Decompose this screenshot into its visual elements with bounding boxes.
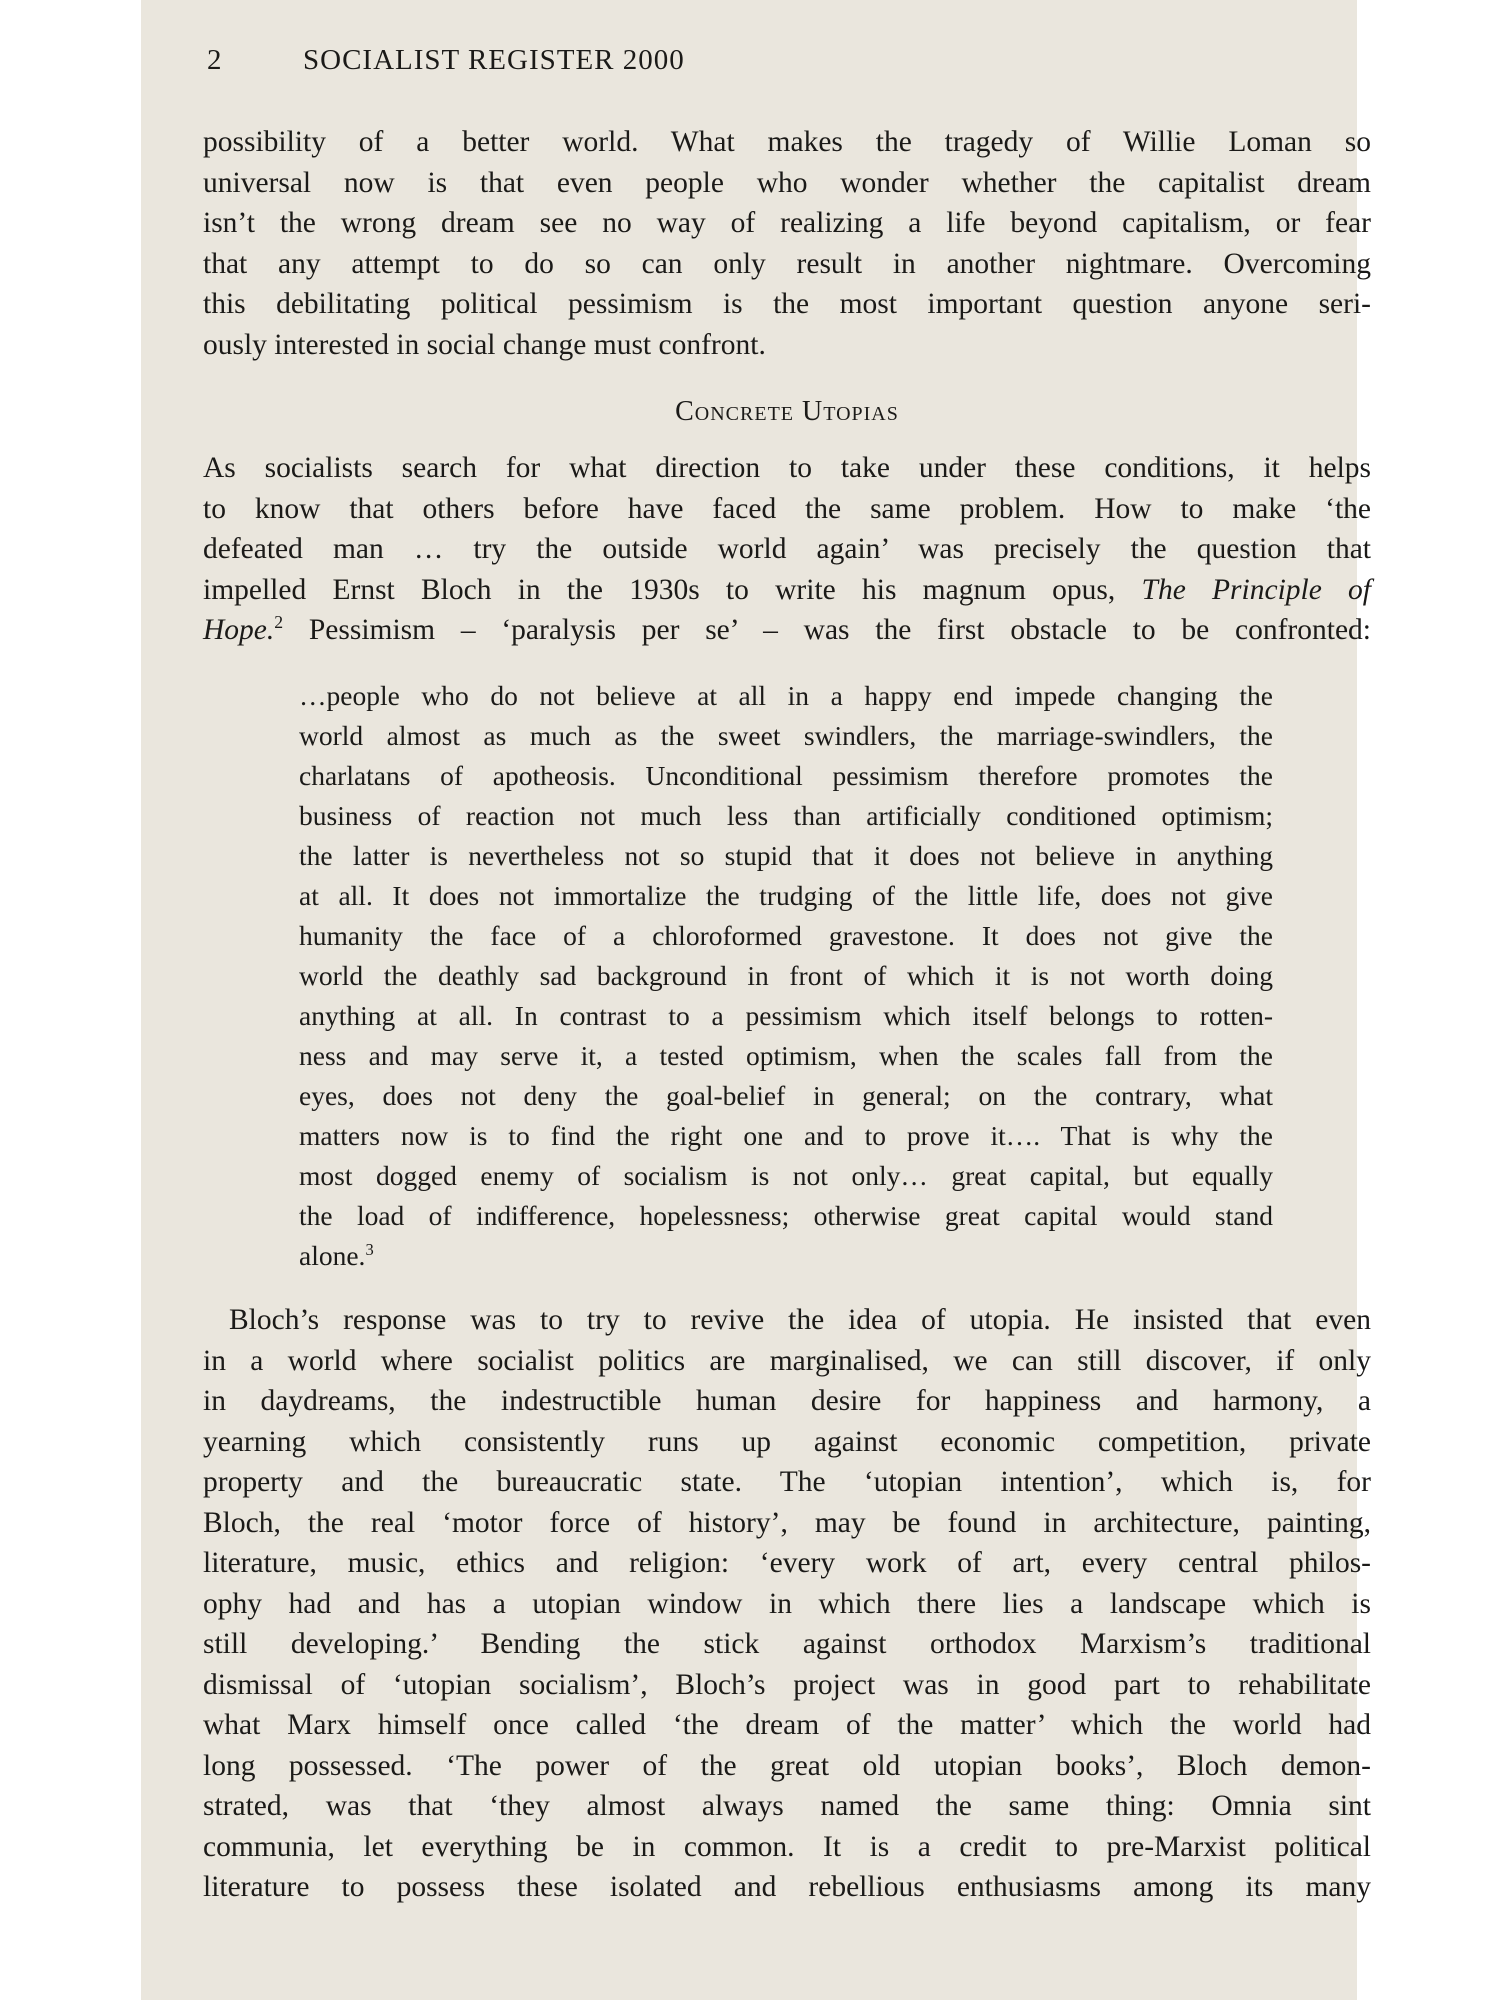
quote-line: most dogged enemy of socialism is not only… great capital, but equally <box>299 1160 1273 1191</box>
text-line: ophy had and has a utopian window in which there lies a landscape which is <box>203 1587 1371 1620</box>
quote-line: world the deathly sad background in front of which it is not worth doing <box>299 960 1273 991</box>
text-line: this debilitating political pessimism is the most important question anyone seri- <box>203 288 1371 320</box>
text-line-with-title <box>203 570 1371 611</box>
text-line: long possessed. ‘The power of the great old utopian books’, Bloch demon- <box>203 1749 1371 1782</box>
running-title: SOCIALIST REGISTER 2000 <box>303 44 685 76</box>
paragraph-3 <box>203 1300 1371 1908</box>
book-page <box>141 0 1372 2000</box>
quote-line: ness and may serve it, a tested optimism, when the scales fall from the <box>299 1040 1273 1071</box>
text-line: communia, let everything be in common. It is a credit to pre-Marxist political <box>203 1830 1371 1863</box>
quote-line: humanity the face of a chloroformed gravestone. It does not give the <box>299 920 1273 951</box>
page-number: 2 <box>207 44 223 76</box>
quote-line: anything at all. In contrast to a pessimism which itself belongs to rotten- <box>299 1000 1273 1031</box>
text-line: As socialists search for what direction to take under these conditions, it helps <box>203 452 1371 484</box>
text-line: to know that others before have faced the same problem. How to make ‘the <box>203 492 1371 525</box>
text-line: strated, was that ‘they almost always named the same thing: Omnia sint <box>203 1790 1371 1822</box>
book-title-cont: Hope. <box>203 614 275 646</box>
text-line: possibility of a better world. What makes the tragedy of Willie Loman so <box>203 126 1371 158</box>
quote-line-last <box>299 1236 1273 1276</box>
quote-line: world almost as much as the sweet swindlers, the marriage-swindlers, the <box>299 720 1273 751</box>
text-line: Bloch, the real ‘motor force of history’, may be found in architecture, painting, <box>203 1506 1371 1539</box>
text-line: ously interested in social change must confront. <box>203 328 766 361</box>
text-segment: Pessimism – ‘paralysis per se’ – was the first obstacle to be confronted: <box>283 614 1371 646</box>
running-header <box>207 44 685 77</box>
book-title: The Principle of <box>1141 573 1372 606</box>
text-line: defeated man … try the outside world again’ was precisely the question that <box>203 533 1371 565</box>
quote-line: matters now is to find the right one and to prove it…. That is why the <box>299 1120 1273 1151</box>
text-line: isn’t the wrong dream see no way of realizing a life beyond capitalism, or fear <box>203 207 1371 239</box>
text-line: that any attempt to do so can only result in another nightmare. Overcoming <box>203 247 1371 280</box>
text-line: still developing.’ Bending the stick against orthodox Marxism’s traditional <box>203 1628 1371 1660</box>
text-line-with-footnote <box>203 610 1371 651</box>
quote-line: the latter is nevertheless not so stupid that it does not believe in anything <box>299 840 1273 871</box>
paragraph-2 <box>203 448 1371 651</box>
text-line: dismissal of ‘utopian socialism’, Bloch’s project was in good part to rehabilitate <box>203 1668 1371 1701</box>
text-line: literature to possess these isolated and rebellious enthusiasms among its many <box>203 1871 1371 1903</box>
text-line: yearning which consistently runs up against economic competition, private <box>203 1425 1371 1458</box>
text-segment: impelled Ernst Bloch in the 1930s to write his magnum opus, <box>203 573 1116 606</box>
quote-line: charlatans of apotheosis. Unconditional pessimism therefore promotes the <box>299 760 1273 791</box>
quote-line: the load of indifference, hopelessness; otherwise great capital would stand <box>299 1200 1273 1231</box>
footnote-marker: 2 <box>274 612 284 633</box>
section-heading: Concrete Utopias <box>675 396 899 427</box>
text-line: what Marx himself once called ‘the dream of the matter’ which the world had <box>203 1709 1371 1741</box>
quote-line: eyes, does not deny the goal-belief in general; on the contrary, what <box>299 1080 1273 1111</box>
block-quote <box>299 676 1273 1276</box>
text-segment: alone. <box>299 1240 366 1271</box>
text-line: universal now is that even people who wonder whether the capitalist dream <box>203 166 1371 199</box>
quote-line: business of reaction not much less than artificially conditioned optimism; <box>299 800 1273 831</box>
quote-line: at all. It does not immortalize the trudging of the little life, does not give <box>299 880 1273 911</box>
text-line: literature, music, ethics and religion: ‘every work of art, every central philos- <box>203 1547 1371 1579</box>
quote-line: …people who do not believe at all in a happy end impede changing the <box>299 680 1273 711</box>
text-line: in daydreams, the indestructible human desire for happiness and harmony, a <box>203 1385 1371 1417</box>
footnote-marker: 3 <box>365 1239 374 1259</box>
paragraph-1 <box>203 122 1371 365</box>
text-line: property and the bureaucratic state. The ‘utopian intention’, which is, for <box>203 1466 1371 1498</box>
text-line: in a world where socialist politics are marginalised, we can still discover, if only <box>203 1344 1371 1377</box>
text-line: Bloch’s response was to try to revive the idea of utopia. He insisted that even <box>229 1304 1371 1336</box>
